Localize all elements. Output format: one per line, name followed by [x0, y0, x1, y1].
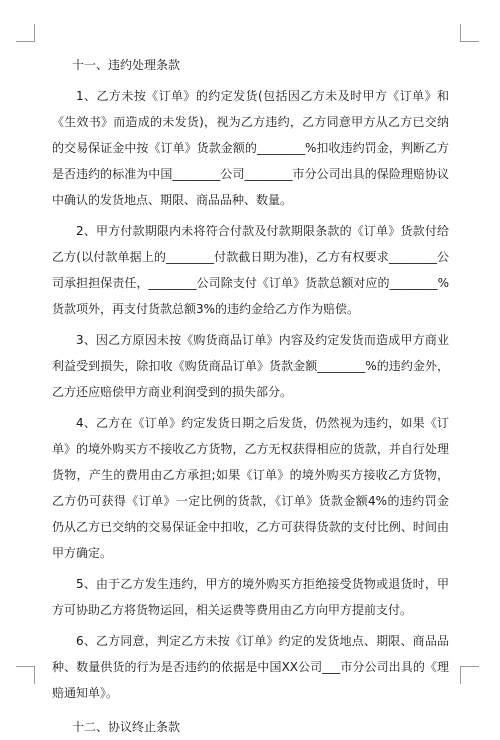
crop-mark-bottom-right-horizontal — [461, 666, 479, 667]
crop-mark-top-left-vertical — [34, 24, 35, 42]
crop-mark-bottom-left-horizontal — [16, 666, 34, 667]
section-heading-breach: 十一、违约处理条款 — [72, 58, 181, 72]
crop-mark-top-left-horizontal — [16, 41, 34, 42]
crop-mark-bottom-left-vertical — [34, 666, 35, 684]
clause-4-paragraph: 4、乙方在《订单》约定发货日期之后发货，仍然视为违约，如果《订单》的境外购买方不接收乙方货物，乙方无权获得相应的货款，并自行处理货物，产生的费用由乙方承担;如果《订单》的境外购买方接收乙方货物，乙方仍可获得《订单》一定比例的货款，《订单》货款金额4%的违约罚金仍从乙方已交纳的交易保证金中扣收，乙方可获得货款的支付比例、时间由甲方确定。 — [52, 416, 449, 560]
clause-1-paragraph: 1、乙方未按《订单》的约定发货(包括因乙方未及时甲方《订单》和《生效书》而造成的未发货)，视为乙方违约，乙方同意甲方从乙方已交纳的交易保证金中按《订单》货款金额的________%扣收违约罚金，判断乙方是否违约的标准为中国________公司________市分公司出具的保险理赔协议中确认的发货地点、期限、商品品种、数量。 — [52, 89, 449, 207]
document-body — [52, 52, 449, 740]
clause-2-paragraph: 2、甲方付款期限内未将符合付款及付款期限条款的《订单》货款付给乙方(以付款单据上的________付款截日期为准)，乙方有权要求________公司承担担保责任，________公司除支付《订单》货款总额对应的________%货款项外，再支付货款总额3%的违约金给乙方作为赔偿。 — [52, 224, 449, 316]
clause-3-paragraph: 3、因乙方原因未按《购货商品订单》内容及约定发货而造成甲方商业利益受到损失，除扣收《购货商品订单》货款金额________%的违约金外，乙方还应赔偿甲方商业利润受到的损失部分。 — [52, 333, 449, 399]
crop-mark-top-right-horizontal — [461, 41, 479, 42]
clause-6-paragraph: 6、乙方同意，判定乙方未按《订单》约定的发货地点、期限、商品品种、数量供货的行为是否违约的依据是中国XX公司___市分公司出具的《理赔通知单》。 — [52, 634, 449, 700]
clause-5-paragraph: 5、由于乙方发生违约，甲方的境外购买方拒绝接受货物或退货时，甲方可协助乙方将货物运回，相关运费等费用由乙方向甲方提前支付。 — [52, 577, 449, 617]
crop-mark-bottom-right-vertical — [460, 666, 461, 684]
section-heading-termination: 十二、协议终止条款 — [72, 720, 181, 734]
crop-mark-top-right-vertical — [460, 24, 461, 42]
